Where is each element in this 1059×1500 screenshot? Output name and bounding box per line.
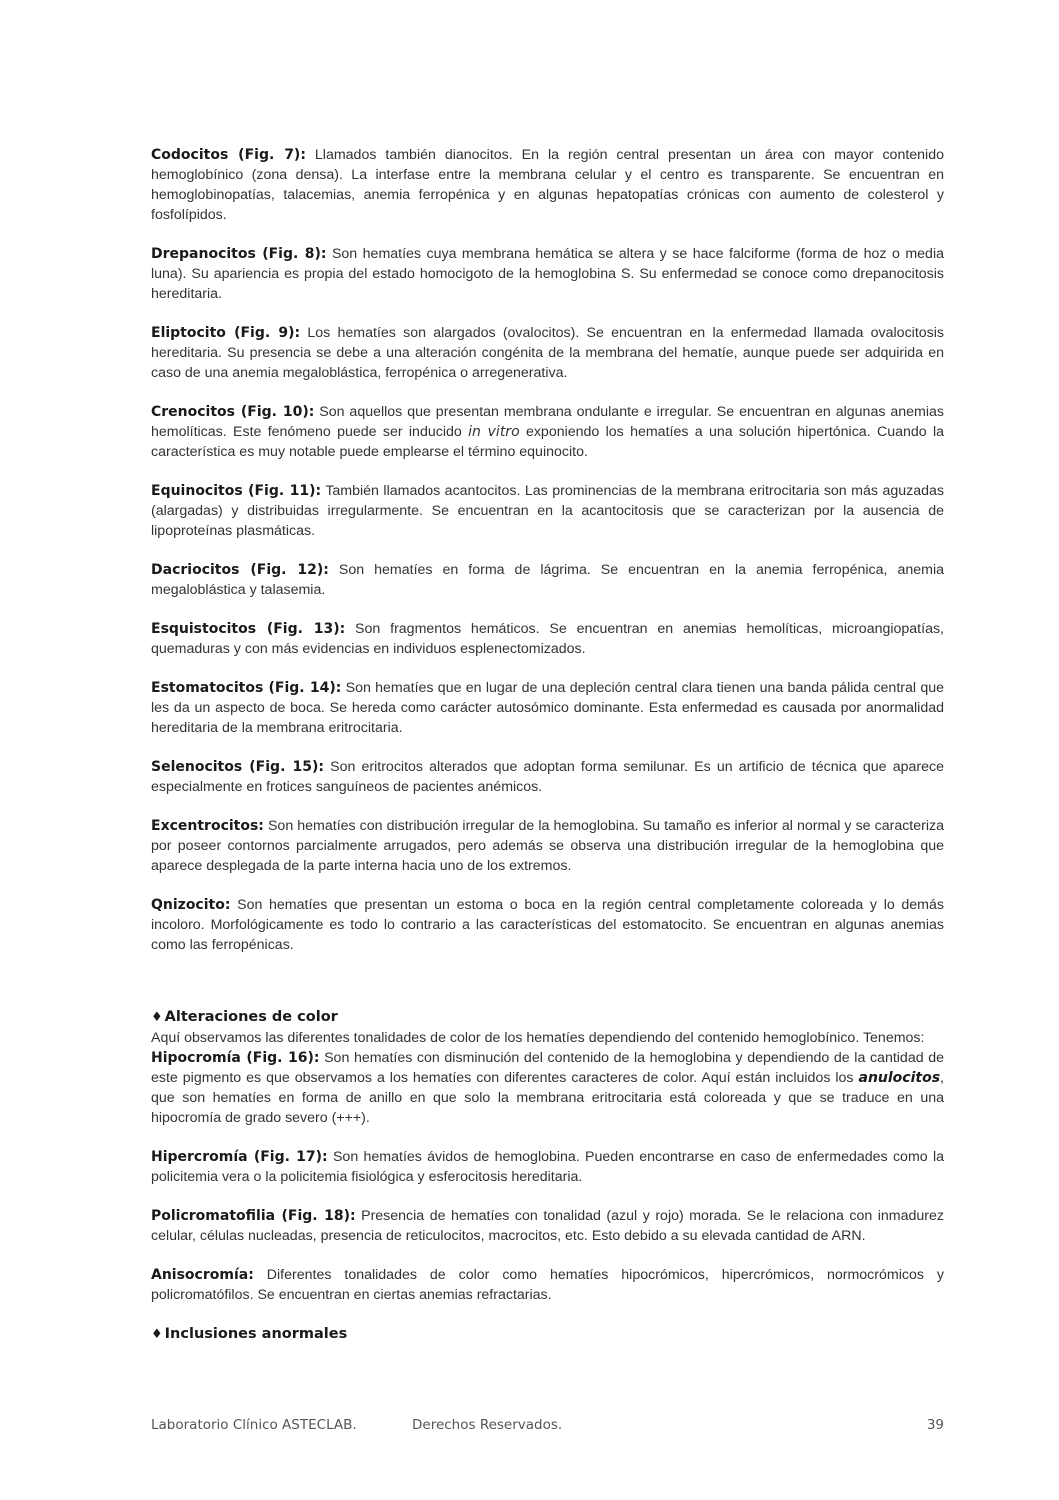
footer-rights: Derechos Reservados. — [412, 1417, 563, 1433]
color-intro: Aquí observamos las diferentes tonalidades de color de los hematíes dependiendo del contenido hemoglobínico. Tenemos: — [151, 1030, 925, 1046]
paragraph-excentrocitos — [151, 816, 944, 876]
text-eliptocito: Los hematíes son alargados (ovalocitos). Se encuentran en la enfermedad llamada ovalocitosis hereditaria. Su presencia se debe a una alteración congénita de la membrana del hematíe, aunque puede ser adquirida en caso de una anemia megaloblástica, ferropénica o arregenerativa. — [151, 325, 944, 381]
text-esquistocitos: Son fragmentos hemáticos. Se encuentran en anemias hemolíticas, microangiopatías, quemaduras y con más evidencias en individuos esplenectomizados. — [151, 621, 944, 657]
term-hipocromia: Hipocromía (Fig. 16): — [151, 1050, 320, 1066]
text-selenocitos: Son eritrocitos alterados que adoptan forma semilunar. Es un artificio de técnica que aparece especialmente en frotices sanguíneos de pacientes anémicos. — [151, 759, 944, 795]
text-hipocromia-a: Son hematíes con disminución del contenido de la hemoglobina y dependiendo de la cantidad de este pigmento es que observamos a los hematíes con diferentes caracteres de color. Aquí están incluidos los — [151, 1050, 944, 1086]
page-footer — [151, 1417, 944, 1439]
paragraph-qnizocito — [151, 895, 944, 955]
term-selenocitos: Selenocitos (Fig. 15): — [151, 759, 324, 775]
text-estomatocitos: Son hematíes que en lugar de una depleción central clara tienen una banda pálida central que les da un aspecto de boca. Se hereda como carácter autosómico dominante. Esta enfermedad es causada por anormalidad hereditaria de la membrana eritrocitaria. — [151, 680, 944, 736]
section-heading-inclusions — [151, 1324, 944, 1345]
term-estomatocitos: Estomatocitos (Fig. 14): — [151, 680, 342, 696]
section-spacer — [151, 974, 944, 1007]
text-crenocitos-a: Son aquellos que presentan membrana ondulante e irregular. Se encuentran en algunas anemias hemolíticas. Este fenómeno puede ser inducido — [151, 404, 944, 440]
section-title-inclusions: Inclusiones anormales — [164, 1326, 348, 1342]
section-title-color: Alteraciones de color — [164, 1009, 338, 1025]
paragraph-estomatocitos — [151, 678, 944, 738]
paragraph-esquistocitos — [151, 619, 944, 659]
diamond-bullet-icon: ♦ — [151, 1327, 163, 1342]
text-anisocromia: Diferentes tonalidades de color como hematíes hipocrómicos, hipercrómicos, normocrómicos y policromatófilos. Se encuentran en ciertas anemias refractarias. — [151, 1267, 944, 1303]
term-codocitos: Codocitos (Fig. 7): — [151, 147, 306, 163]
term-qnizocito: Qnizocito: — [151, 897, 231, 913]
paragraph-drepanocitos — [151, 244, 944, 304]
page-number: 39 — [926, 1417, 944, 1433]
diamond-bullet-icon: ♦ — [151, 1010, 163, 1025]
paragraph-codocitos — [151, 145, 944, 225]
text-crenocitos-b: exponiendo los hematíes a una solución hipertónica. Cuando la característica es muy notable puede emplearse el término equinocito. — [151, 424, 944, 460]
text-equinocitos: También llamados acantocitos. Las prominencias de la membrana eritrocitaria son más aguzadas (alargadas) y distribuidas irregularmente. Se encuentran en la acantocitosis que se caracterizan por la ausencia de lipoproteínas plasmáticas. — [151, 483, 944, 539]
text-codocitos: Llamados también dianocitos. En la región central presentan un área con mayor contenido hemoglobínico (zona densa). La interfase entre la membrana celular y el centro es transparente. Se encuentran en hemoglobinopatías, talacemias, anemia ferropénica y en algunas hepatopatías crónicas con aumento de colesterol y fosfolípidos. — [151, 147, 944, 223]
bold-italic-anulocitos: anulocitos — [858, 1070, 941, 1086]
paragraph-selenocitos — [151, 757, 944, 797]
text-excentrocitos: Son hematíes con distribución irregular de la hemoglobina. Su tamaño es inferior al normal y se caracteriza por poseer contornos parcialmente arrugados, pero además se observa una distribución irregular de la hemoglobina que aparece desplegada de la parte interna hacia uno de los extremos. — [151, 818, 944, 874]
term-dacriocitos: Dacriocitos (Fig. 12): — [151, 562, 329, 578]
term-crenocitos: Crenocitos (Fig. 10): — [151, 404, 315, 420]
text-qnizocito: Son hematíes que presentan un estoma o boca en la región central completamente coloreada y lo demás incoloro. Morfológicamente es todo lo contrario a las características del estomatocito. Se encuentran en algunas anemias como las ferropénicas. — [151, 897, 944, 953]
term-eliptocito: Eliptocito (Fig. 9): — [151, 325, 301, 341]
term-hipercromia: Hipercromía (Fig. 17): — [151, 1149, 328, 1165]
paragraph-dacriocitos — [151, 560, 944, 600]
text-dacriocitos: Son hematíes en forma de lágrima. Se encuentran en la anemia ferropénica, anemia megaloblástica y talasemia. — [151, 562, 944, 598]
paragraph-equinocitos — [151, 481, 944, 541]
footer-lab-name: Laboratorio Clínico ASTECLAB. — [151, 1417, 357, 1433]
section-heading-color — [151, 1007, 944, 1028]
term-policromatofilia: Policromatofilia (Fig. 18): — [151, 1208, 356, 1224]
term-excentrocitos: Excentrocitos: — [151, 818, 264, 834]
term-equinocitos: Equinocitos (Fig. 11): — [151, 483, 322, 499]
text-drepanocitos: Son hematíes cuya membrana hemática se altera y se hace falciforme (forma de hoz o media luna). Su apariencia es propia del estado homocigoto de la hemoglobina S. Su enfermedad se conoce como drepanocitosis hereditaria. — [151, 246, 944, 302]
paragraph-hipercromia — [151, 1147, 944, 1187]
text-hipocromia-b: , que son hematíes en forma de anillo en que solo la membrana eritrocitaria está coloreada y que se traduce en una hipocromía de grado severo (+++). — [151, 1070, 944, 1126]
paragraph-anisocromia — [151, 1265, 944, 1305]
text-policromatofilia: Presencia de hematíes con tonalidad (azul y rojo) morada. Se le relaciona con inmadurez celular, células nucleadas, presencia de reticulocitos, macrocitos, etc. Esto debido a su elevada cantidad de ARN. — [151, 1208, 944, 1244]
term-esquistocitos: Esquistocitos (Fig. 13): — [151, 621, 346, 637]
italic-in-vitro: in vitro — [468, 424, 520, 440]
paragraph-crenocitos — [151, 402, 944, 462]
page-body — [151, 145, 944, 1345]
paragraph-eliptocito — [151, 323, 944, 383]
term-anisocromia: Anisocromía: — [151, 1267, 254, 1283]
text-hipercromia: Son hematíes ávidos de hemoglobina. Pueden encontrarse en caso de enfermedades como la policitemia vera o la policitemia fisiológica y esferocitosis hereditaria. — [151, 1149, 944, 1185]
term-drepanocitos: Drepanocitos (Fig. 8): — [151, 246, 327, 262]
paragraph-hipocromia — [151, 1048, 944, 1128]
paragraph-policromatofilia — [151, 1206, 944, 1246]
